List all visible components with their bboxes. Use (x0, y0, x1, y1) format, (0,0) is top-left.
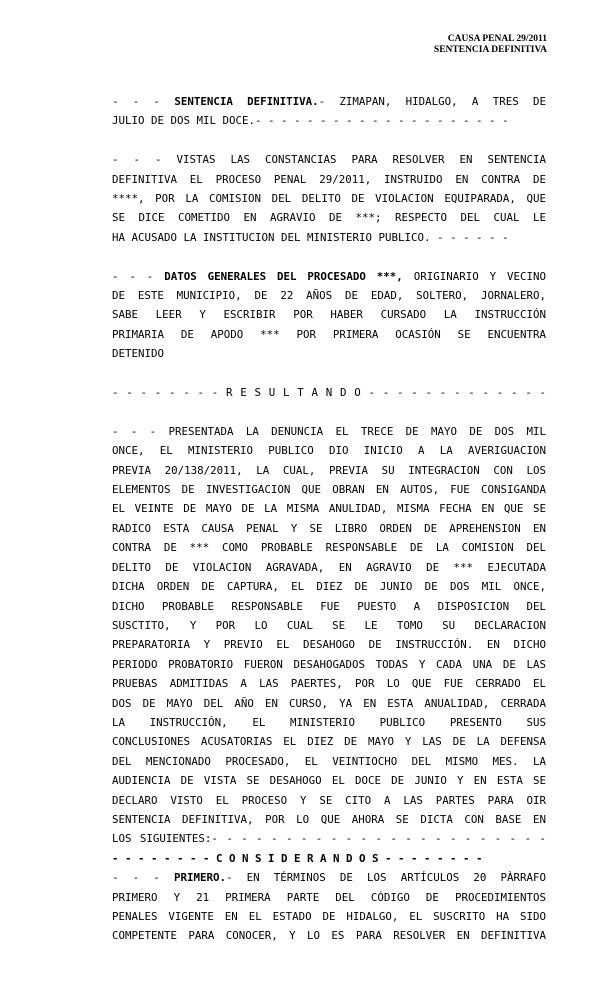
text-line: DECLARO VISTO EL PROCESO Y SE CITO A LAS PARTES PARA OIR (112, 793, 546, 807)
spacer (112, 402, 546, 421)
text-line: PRIMARIA DE APODO *** POR PRIMERA OCASIÓN SE ENCUENTRA (112, 327, 546, 341)
datos-generales-rest: ORIGINARIO Y VECINO (402, 269, 546, 283)
text-line: RADICO ESTA CAUSA PENAL Y SE LIBRO ORDEN DE APREHENSION EN (112, 521, 546, 535)
resultando-paragraph (112, 422, 546, 849)
text-line: DEFINITIVA EL PROCESO PENAL 29/2011, INSTRUIDO EN CONTRA DE (112, 172, 546, 186)
datos-generales-last: DETENIDO (112, 347, 165, 361)
datos-generales-heading: DATOS GENERALES DEL PROCESADO ***, (164, 269, 403, 283)
text-line: AUDIENCIA DE VISTA SE DESAHOGO EL DOCE DE JUNIO Y EN ESTA SE (112, 774, 546, 788)
text-line: SUSCTITO, Y POR LO CUAL SE LE TOMO SU DECLARACION (112, 618, 546, 632)
text-line: CONTRA DE *** COMO PROBABLE RESPONSABLE DE LA COMISION DEL (112, 541, 546, 555)
text-line: PREPARATORIA Y PREVIO EL DESAHOGO DE INSTRUCCIÓN. EN DICHO (112, 638, 546, 652)
text-line: EL VEINTE DE MAYO DE LA MISMA ANULIDAD, MISMA FECHA EN QUE SE (112, 502, 546, 516)
text-line: DE ESTE MUNICIPIO, DE 22 AÑOS DE EDAD, SOLTERO, JORNALERO, (112, 289, 546, 303)
text-line: LA INSTRUCCIÓN, EL MINISTERIO PUBLICO PRESENTO SUS (112, 715, 546, 729)
text-line: LOS SIGUIENTES:- - - - - - - - - - - - - - - - - - - - - - - (112, 832, 546, 846)
text-line: DICHA ORDEN DE CAPTURA, EL DIEZ DE JUNIO DE DOS MIL ONCE, (112, 580, 546, 594)
dash-lead: - - - (112, 95, 175, 108)
dash-lead: - - - (112, 871, 174, 885)
sentence-title: SENTENCIA DEFINITIVA. (174, 95, 319, 108)
text-line: PREVIA 20/138/2011, LA CUAL, PREVIA SU INTEGRACION CON LOS (112, 463, 546, 477)
resultando-heading: - - - - - - - - R E S U L T A N D O - - - - - - - - - - - - - (112, 386, 546, 400)
text-line: PRUEBAS ADMITIDAS A LAS PAERTES, POR LO QUE FUE CERRADO EL (112, 677, 546, 691)
text-line: SABE LEER Y ESCRIBIR POR HABER CURSADO LA INSTRUCCIÓN (112, 308, 546, 322)
text-line: DOS DE MAYO DEL AÑO EN CURSO, YA EN ESTA ANUALIDAD, CERRADA (112, 696, 546, 710)
intro-rest: - ZIMAPAN, HIDALGO, A TRES DE (318, 95, 546, 108)
dash-lead: - - - (112, 269, 165, 283)
text-line: DEL MENCIONADO PROCESADO, EL VEINTIOCHO DEL MISMO MES. LA (112, 754, 546, 768)
text-line: ****, POR LA COMISION DEL DELITO DE VIOLACION EQUIPARADA, QUE (112, 192, 546, 206)
text-line: - - - PRESENTADA LA DENUNCIA EL TRECE DE MAYO DE DOS MIL (112, 424, 546, 438)
text-line: COMPETENTE PARA CONOCER, Y LO ES PARA RESOLVER EN DEFINITIVA (112, 929, 546, 943)
spacer (112, 247, 546, 266)
primero-paragraph (112, 888, 546, 946)
spacer (112, 364, 546, 383)
text-line: DELITO DE VIOLACION AGRAVADA, EN AGRAVIO DE *** EJECUTADA (112, 560, 546, 574)
text-line: ONCE, EL MINISTERIO PUBLICO DIO INICIO A LA AVERIGUACION (112, 444, 546, 458)
case-number: CAUSA PENAL 29/2011 (447, 34, 547, 44)
spacer (112, 131, 546, 150)
considerandos-heading: - - - - - - - - C O N S I D E R A N D O S - - - - - - - - (112, 851, 483, 865)
datos-generales-paragraph (112, 286, 546, 344)
document-header (434, 34, 547, 56)
primero-heading: PRIMERO. (173, 871, 226, 885)
text-line: SENTENCIA DEFINITIVA, POR LO QUE AHORA SE DICTA CON BASE EN (112, 812, 546, 826)
primero-rest: - EN TÉRMINOS DE LOS ARTÍCULOS 20 PÀRRAFO (225, 871, 546, 885)
text-line: ELEMENTOS DE INVESTIGACION QUE OBRAN EN AUTOS, FUE CONSIGANDA (112, 483, 546, 497)
intro-date-line: JULIO DE DOS MIL DOCE.- - - - - - - - - - - - - - - - - - - - (112, 114, 509, 128)
intro-line (112, 92, 546, 111)
text-line: SE DICE COMETIDO EN AGRAVIO DE ***; RESPECTO DEL CUAL LE (112, 211, 546, 225)
text-line: HA ACUSADO LA INSTITUCION DEL MINISTERIO PUBLICO. - - - - - - (112, 230, 509, 244)
text-line: PENALES VIGENTE EN EL ESTADO DE HIDALGO, EL SUSCRITO HA SIDO (112, 910, 546, 923)
datos-generales-line (112, 267, 546, 286)
vistas-paragraph (112, 150, 546, 247)
document-type: SENTENCIA DEFINITIVA (433, 45, 547, 55)
text-line: - - - VISTAS LAS CONSTANCIAS PARA RESOLVER EN SENTENCIA (112, 153, 546, 167)
document-body (112, 92, 546, 946)
text-line: PERIODO PROBATORIO FUERON DESAHOGADOS TODAS Y CADA UNA DE LAS (112, 657, 546, 671)
text-line: CONCLUSIONES ACUSATORIAS EL DIEZ DE MAYO Y LAS DE LA DEFENSA (112, 735, 546, 749)
text-line: PRIMERO Y 21 PRIMERA PARTE DEL CÓDIGO DE PROCEDIMIENTOS (112, 890, 546, 904)
text-line: DICHO PROBABLE RESPONSABLE FUE PUESTO A DISPOSICION DEL (112, 599, 546, 613)
primero-line (112, 868, 546, 887)
